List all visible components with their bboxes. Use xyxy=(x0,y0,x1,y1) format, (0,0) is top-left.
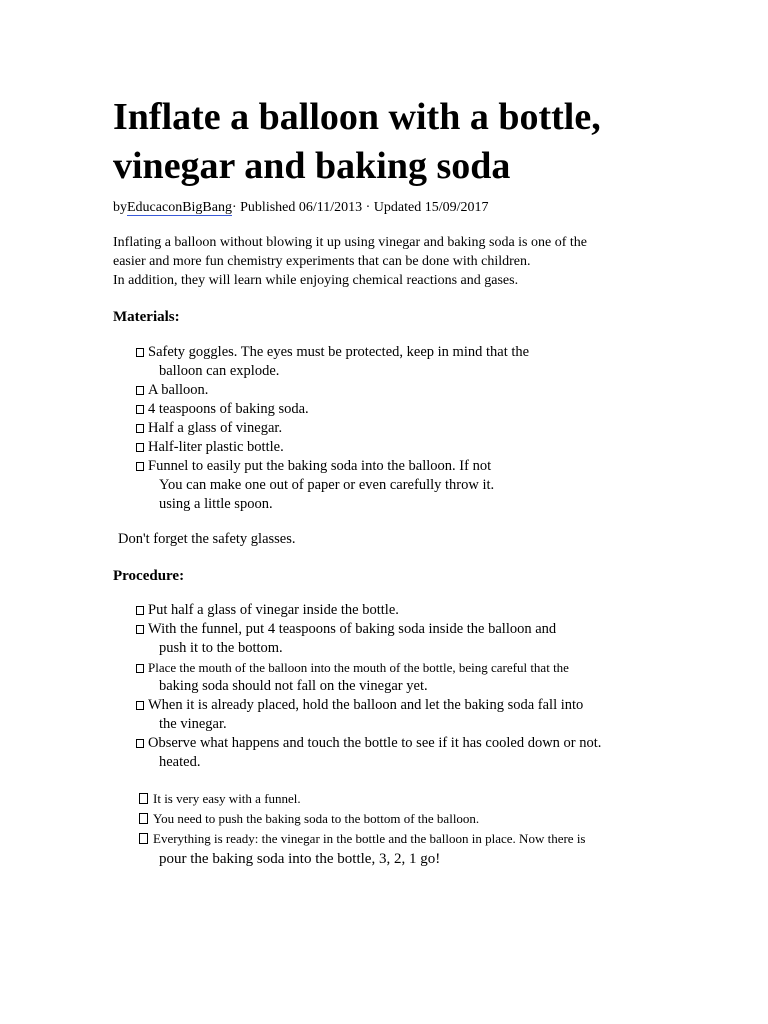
list-item xyxy=(139,829,699,869)
byline-prefix: by xyxy=(113,200,127,215)
item-text-cont: using a little spoon. xyxy=(159,496,273,512)
checkbox-icon xyxy=(136,625,144,634)
item-text: Everything is ready: the vinegar in the bottle and the balloon in place. Now there is xyxy=(153,831,586,846)
list-item xyxy=(136,696,696,734)
checkbox-icon xyxy=(136,348,144,357)
item-text-cont: heated. xyxy=(159,754,201,770)
item-text: When it is already placed, hold the balloon and let the baking soda fall into xyxy=(148,697,584,713)
item-text: 4 teaspoons of baking soda. xyxy=(148,401,309,417)
checkbox-icon xyxy=(139,813,148,824)
item-text-cont: push it to the bottom. xyxy=(159,640,283,656)
list-item xyxy=(139,789,699,809)
tips-list xyxy=(139,789,699,869)
page-title: Inflate a balloon with a bottle, vinegar and baking soda xyxy=(113,96,601,187)
item-text-cont: You can make one out of paper or even carefully throw it. xyxy=(159,477,495,493)
list-item xyxy=(136,620,696,658)
byline-dates: · Published 06/11/2013 · Updated 15/09/2017 xyxy=(231,200,489,215)
list-item xyxy=(136,734,696,772)
procedure-heading: Procedure: xyxy=(113,568,185,584)
list-item xyxy=(136,438,696,457)
item-text: Half-liter plastic bottle. xyxy=(148,439,284,455)
intro-paragraph xyxy=(113,233,673,290)
checkbox-icon xyxy=(136,405,144,414)
byline xyxy=(113,199,489,217)
item-text: Funnel to easily put the baking soda into the balloon. If not xyxy=(148,458,492,474)
checkbox-icon xyxy=(139,833,148,844)
intro-line: easier and more fun chemistry experiments that can be done with children. xyxy=(113,254,531,269)
checkbox-icon xyxy=(139,793,148,804)
procedure-list xyxy=(136,601,696,772)
item-text: A balloon. xyxy=(148,382,209,398)
intro-line: Inflating a balloon without blowing it up using vinegar and baking soda is one of the xyxy=(113,235,587,250)
item-text: Observe what happens and touch the bottle to see if it has cooled down or not. xyxy=(148,735,602,751)
list-item xyxy=(136,400,696,419)
item-text: Half a glass of vinegar. xyxy=(148,420,283,436)
checkbox-icon xyxy=(136,386,144,395)
materials-heading: Materials: xyxy=(113,309,180,325)
checkbox-icon xyxy=(136,443,144,452)
list-item xyxy=(136,381,696,400)
list-item xyxy=(136,419,696,438)
intro-line: In addition, they will learn while enjoying chemical reactions and gases. xyxy=(113,273,519,288)
checkbox-icon xyxy=(136,424,144,433)
item-text-cont: baking soda should not fall on the vinegar yet. xyxy=(159,678,428,694)
list-item xyxy=(136,658,696,696)
list-item xyxy=(136,457,696,514)
checkbox-icon xyxy=(136,606,144,615)
list-item xyxy=(136,343,696,381)
item-text: Place the mouth of the balloon into the mouth of the bottle, being careful that the xyxy=(148,660,569,675)
item-text-cont: balloon can explode. xyxy=(159,363,280,379)
checkbox-icon xyxy=(136,462,144,471)
list-item xyxy=(139,809,699,829)
item-text: With the funnel, put 4 teaspoons of baking soda inside the balloon and xyxy=(148,621,557,637)
item-text-cont: the vinegar. xyxy=(159,716,227,732)
list-item xyxy=(136,601,696,620)
checkbox-icon xyxy=(136,664,144,673)
item-text-cont: pour the baking soda into the bottle, 3, 2, 1 go! xyxy=(159,851,441,867)
item-text: Safety goggles. The eyes must be protected, keep in mind that the xyxy=(148,344,530,360)
item-text: It is very easy with a funnel. xyxy=(153,791,301,806)
item-text: You need to push the baking soda to the bottom of the balloon. xyxy=(153,811,480,826)
checkbox-icon xyxy=(136,701,144,710)
materials-list xyxy=(136,343,696,514)
author-link[interactable]: EducaconBigBang xyxy=(127,200,232,215)
safety-note: Don't forget the safety glasses. xyxy=(118,531,296,547)
checkbox-icon xyxy=(136,739,144,748)
item-text: Put half a glass of vinegar inside the bottle. xyxy=(148,602,399,618)
